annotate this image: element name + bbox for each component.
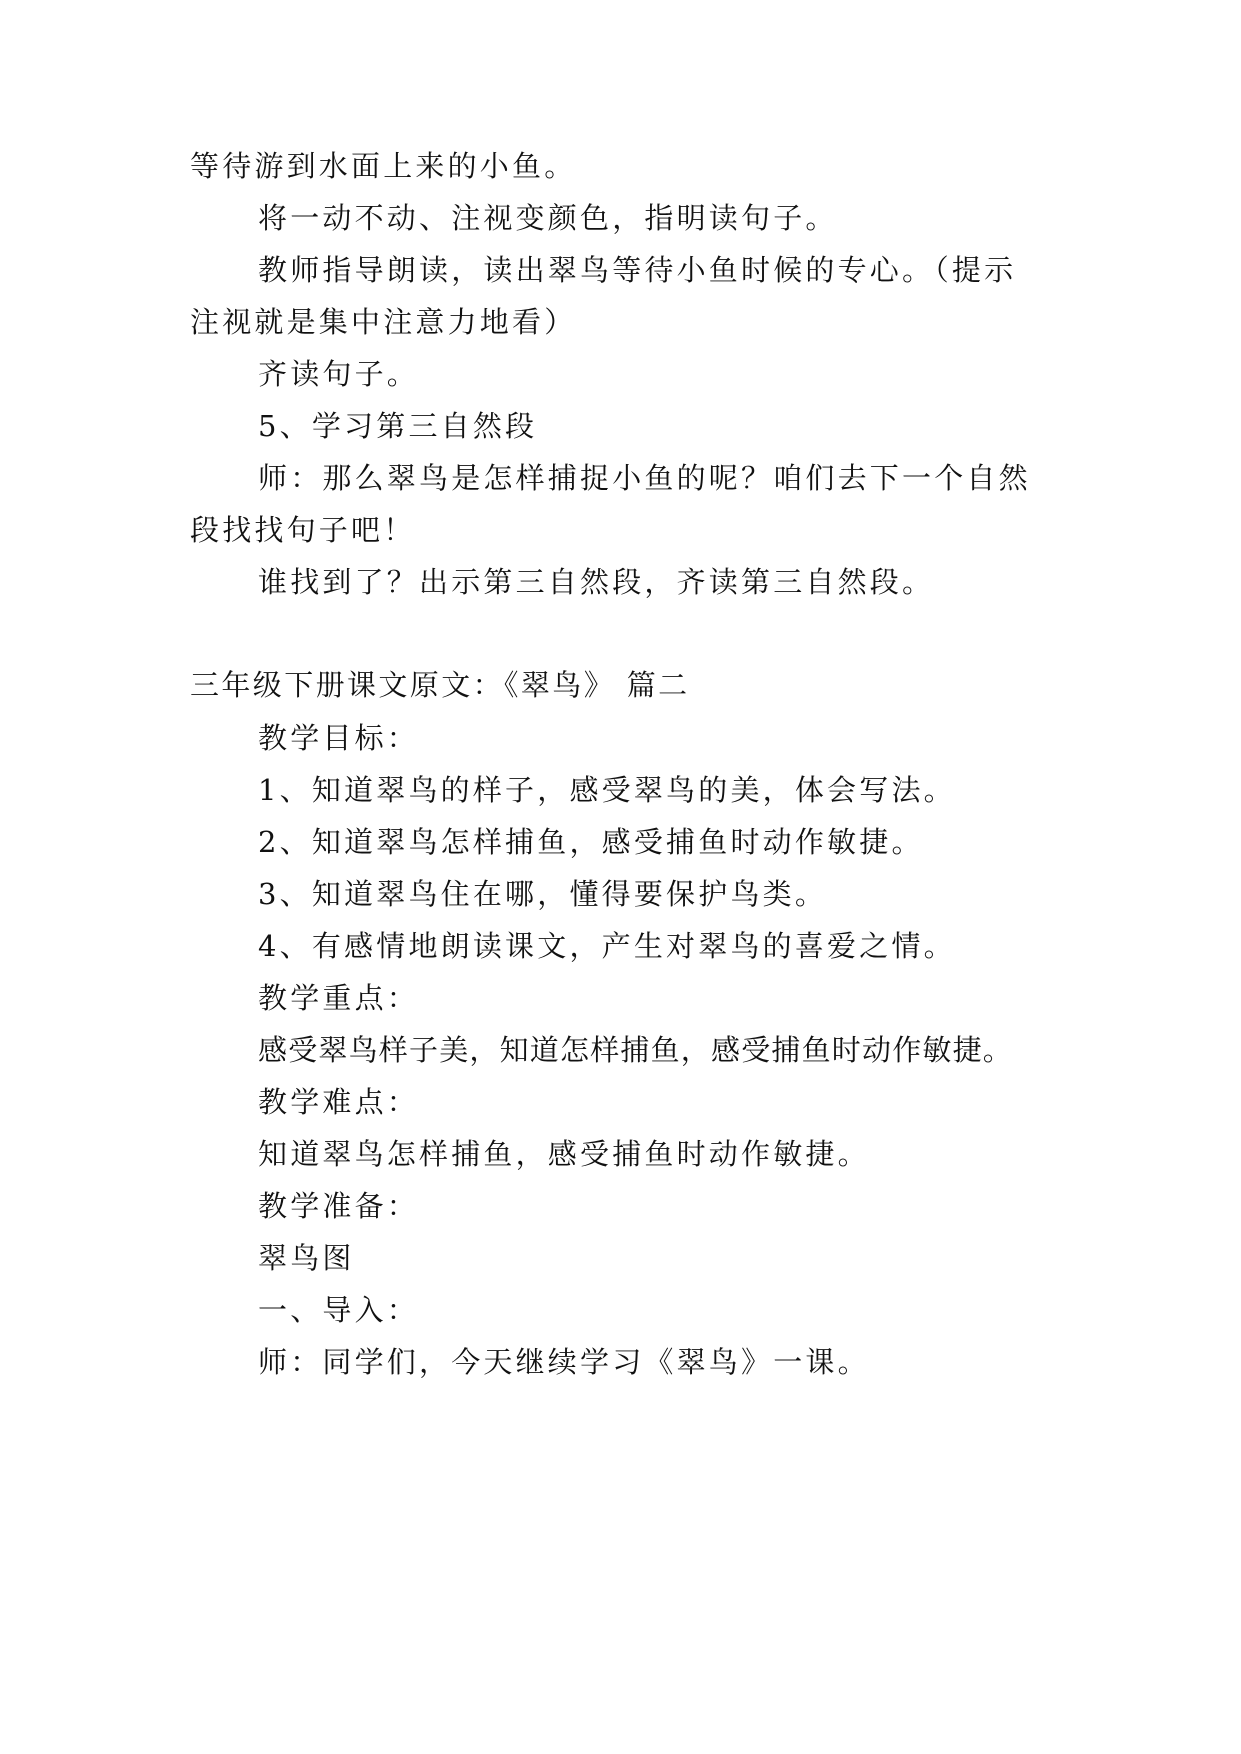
article-heading: 三年级下册课文原文：《翠鸟》 篇二 <box>190 668 690 702</box>
text-line-continuation: 注视就是集中注意力地看） <box>190 305 577 339</box>
text-line: 教师指导朗读，读出翠鸟等待小鱼时候的专心。（提示 <box>258 253 1017 287</box>
list-item: 1、知道翠鸟的样子，感受翠鸟的美，体会写法。 <box>258 773 956 807</box>
list-item: 2、知道翠鸟怎样捕鱼，感受捕鱼时动作敏捷。 <box>258 825 924 859</box>
section-label-difficulties: 教学难点： <box>258 1085 420 1119</box>
section-label-goals: 教学目标： <box>258 721 420 755</box>
text-line: 感受翠鸟样子美，知道怎样捕鱼，感受捕鱼时动作敏捷。 <box>258 1033 1014 1067</box>
text-line: 齐读句子。 <box>258 357 420 391</box>
text-line: 谁找到了？出示第三自然段，齐读第三自然段。 <box>258 565 935 599</box>
list-item: 4、有感情地朗读课文，产生对翠鸟的喜爱之情。 <box>258 929 956 963</box>
section-label-key-points: 教学重点： <box>258 981 420 1015</box>
list-item: 3、知道翠鸟住在哪，懂得要保护鸟类。 <box>258 877 828 911</box>
text-line: 将一动不动、注视变颜色，指明读句子。 <box>258 201 838 235</box>
section-label-preparation: 教学准备： <box>258 1189 420 1223</box>
text-line: 师：那么翠鸟是怎样捕捉小鱼的呢？咱们去下一个自然 <box>258 461 1031 495</box>
text-line: 翠鸟图 <box>258 1241 355 1275</box>
text-line-continuation: 段找找句子吧！ <box>190 513 416 547</box>
text-line-continuation: 等待游到水面上来的小鱼。 <box>190 149 577 183</box>
text-line: 知道翠鸟怎样捕鱼，感受捕鱼时动作敏捷。 <box>258 1137 870 1171</box>
text-line: 师：同学们，今天继续学习《翠鸟》一课。 <box>258 1345 870 1379</box>
section-step-title: 5、学习第三自然段 <box>258 409 538 443</box>
section-step-title: 一、导入： <box>258 1293 420 1327</box>
